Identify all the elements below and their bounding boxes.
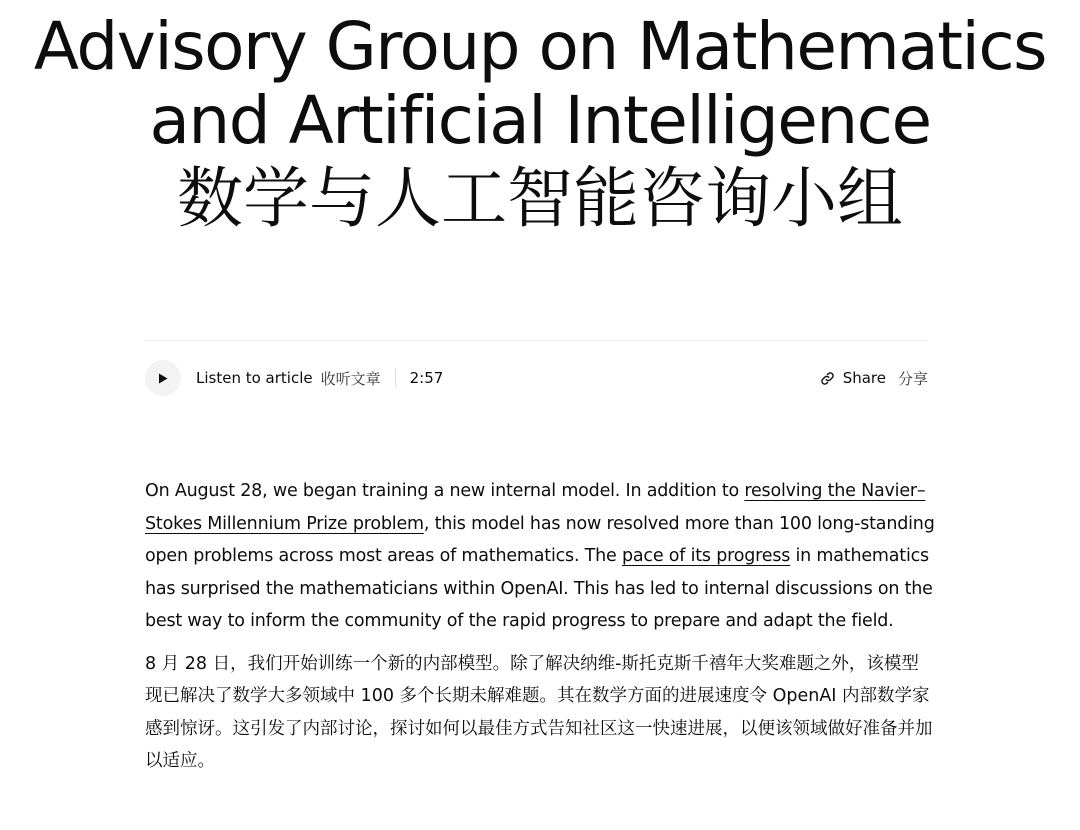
title-en-line-1: Advisory Group on Mathematics bbox=[33, 8, 1047, 85]
play-button[interactable] bbox=[145, 360, 181, 396]
separator bbox=[395, 369, 396, 387]
article-body bbox=[145, 475, 935, 778]
article-text: in mathematics has surprised the mathematicians within OpenAI. This has led to internal discussions on the best way to inform the community of the rapid progress to prepare and adapt the field. bbox=[145, 546, 933, 631]
audio-player-bar bbox=[145, 359, 928, 397]
page-title bbox=[0, 10, 1080, 240]
play-icon bbox=[158, 373, 168, 384]
navier-stokes-link[interactable]: resolving the Navier–Stokes Millennium Prize problem bbox=[145, 481, 926, 534]
article-paragraph-zh: 8 月 28 日，我们开始训练一个新的内部模型。除了解决纳维-斯托克斯千禧年大奖难题之外，该模型现已解决了数学大多领域中 100 多个长期未解难题。其在数学方面的进展速度令 OpenAI 内部数学家感到惊讶。这引发了内部讨论，探讨如何以最佳方式告知社区这一快速进展，以便该领域做好准备并加以适应。 bbox=[145, 653, 933, 771]
link-icon bbox=[820, 371, 835, 386]
article-text: , this model has now resolved more than 100 long-standing open problems across most areas of mathematics. The bbox=[145, 513, 935, 566]
title-zh: 数学与人工智能咨询小组 bbox=[177, 160, 903, 237]
article-text: On August 28, we began training a new internal model. In addition to bbox=[145, 481, 745, 501]
pace-of-progress-link[interactable]: pace of its progress bbox=[621, 546, 791, 566]
listen-to-article-label-zh[interactable]: 收听文章 bbox=[320, 369, 381, 388]
share-label: Share bbox=[842, 369, 886, 387]
article-paragraph-en bbox=[145, 475, 935, 638]
audio-duration: 2:57 bbox=[409, 369, 444, 387]
share-button[interactable] bbox=[820, 368, 928, 389]
divider bbox=[145, 340, 928, 341]
share-label-zh: 分享 bbox=[897, 369, 928, 388]
listen-to-article-label[interactable]: Listen to article bbox=[196, 369, 313, 387]
title-en-line-2: and Artificial Intelligence bbox=[149, 82, 931, 159]
